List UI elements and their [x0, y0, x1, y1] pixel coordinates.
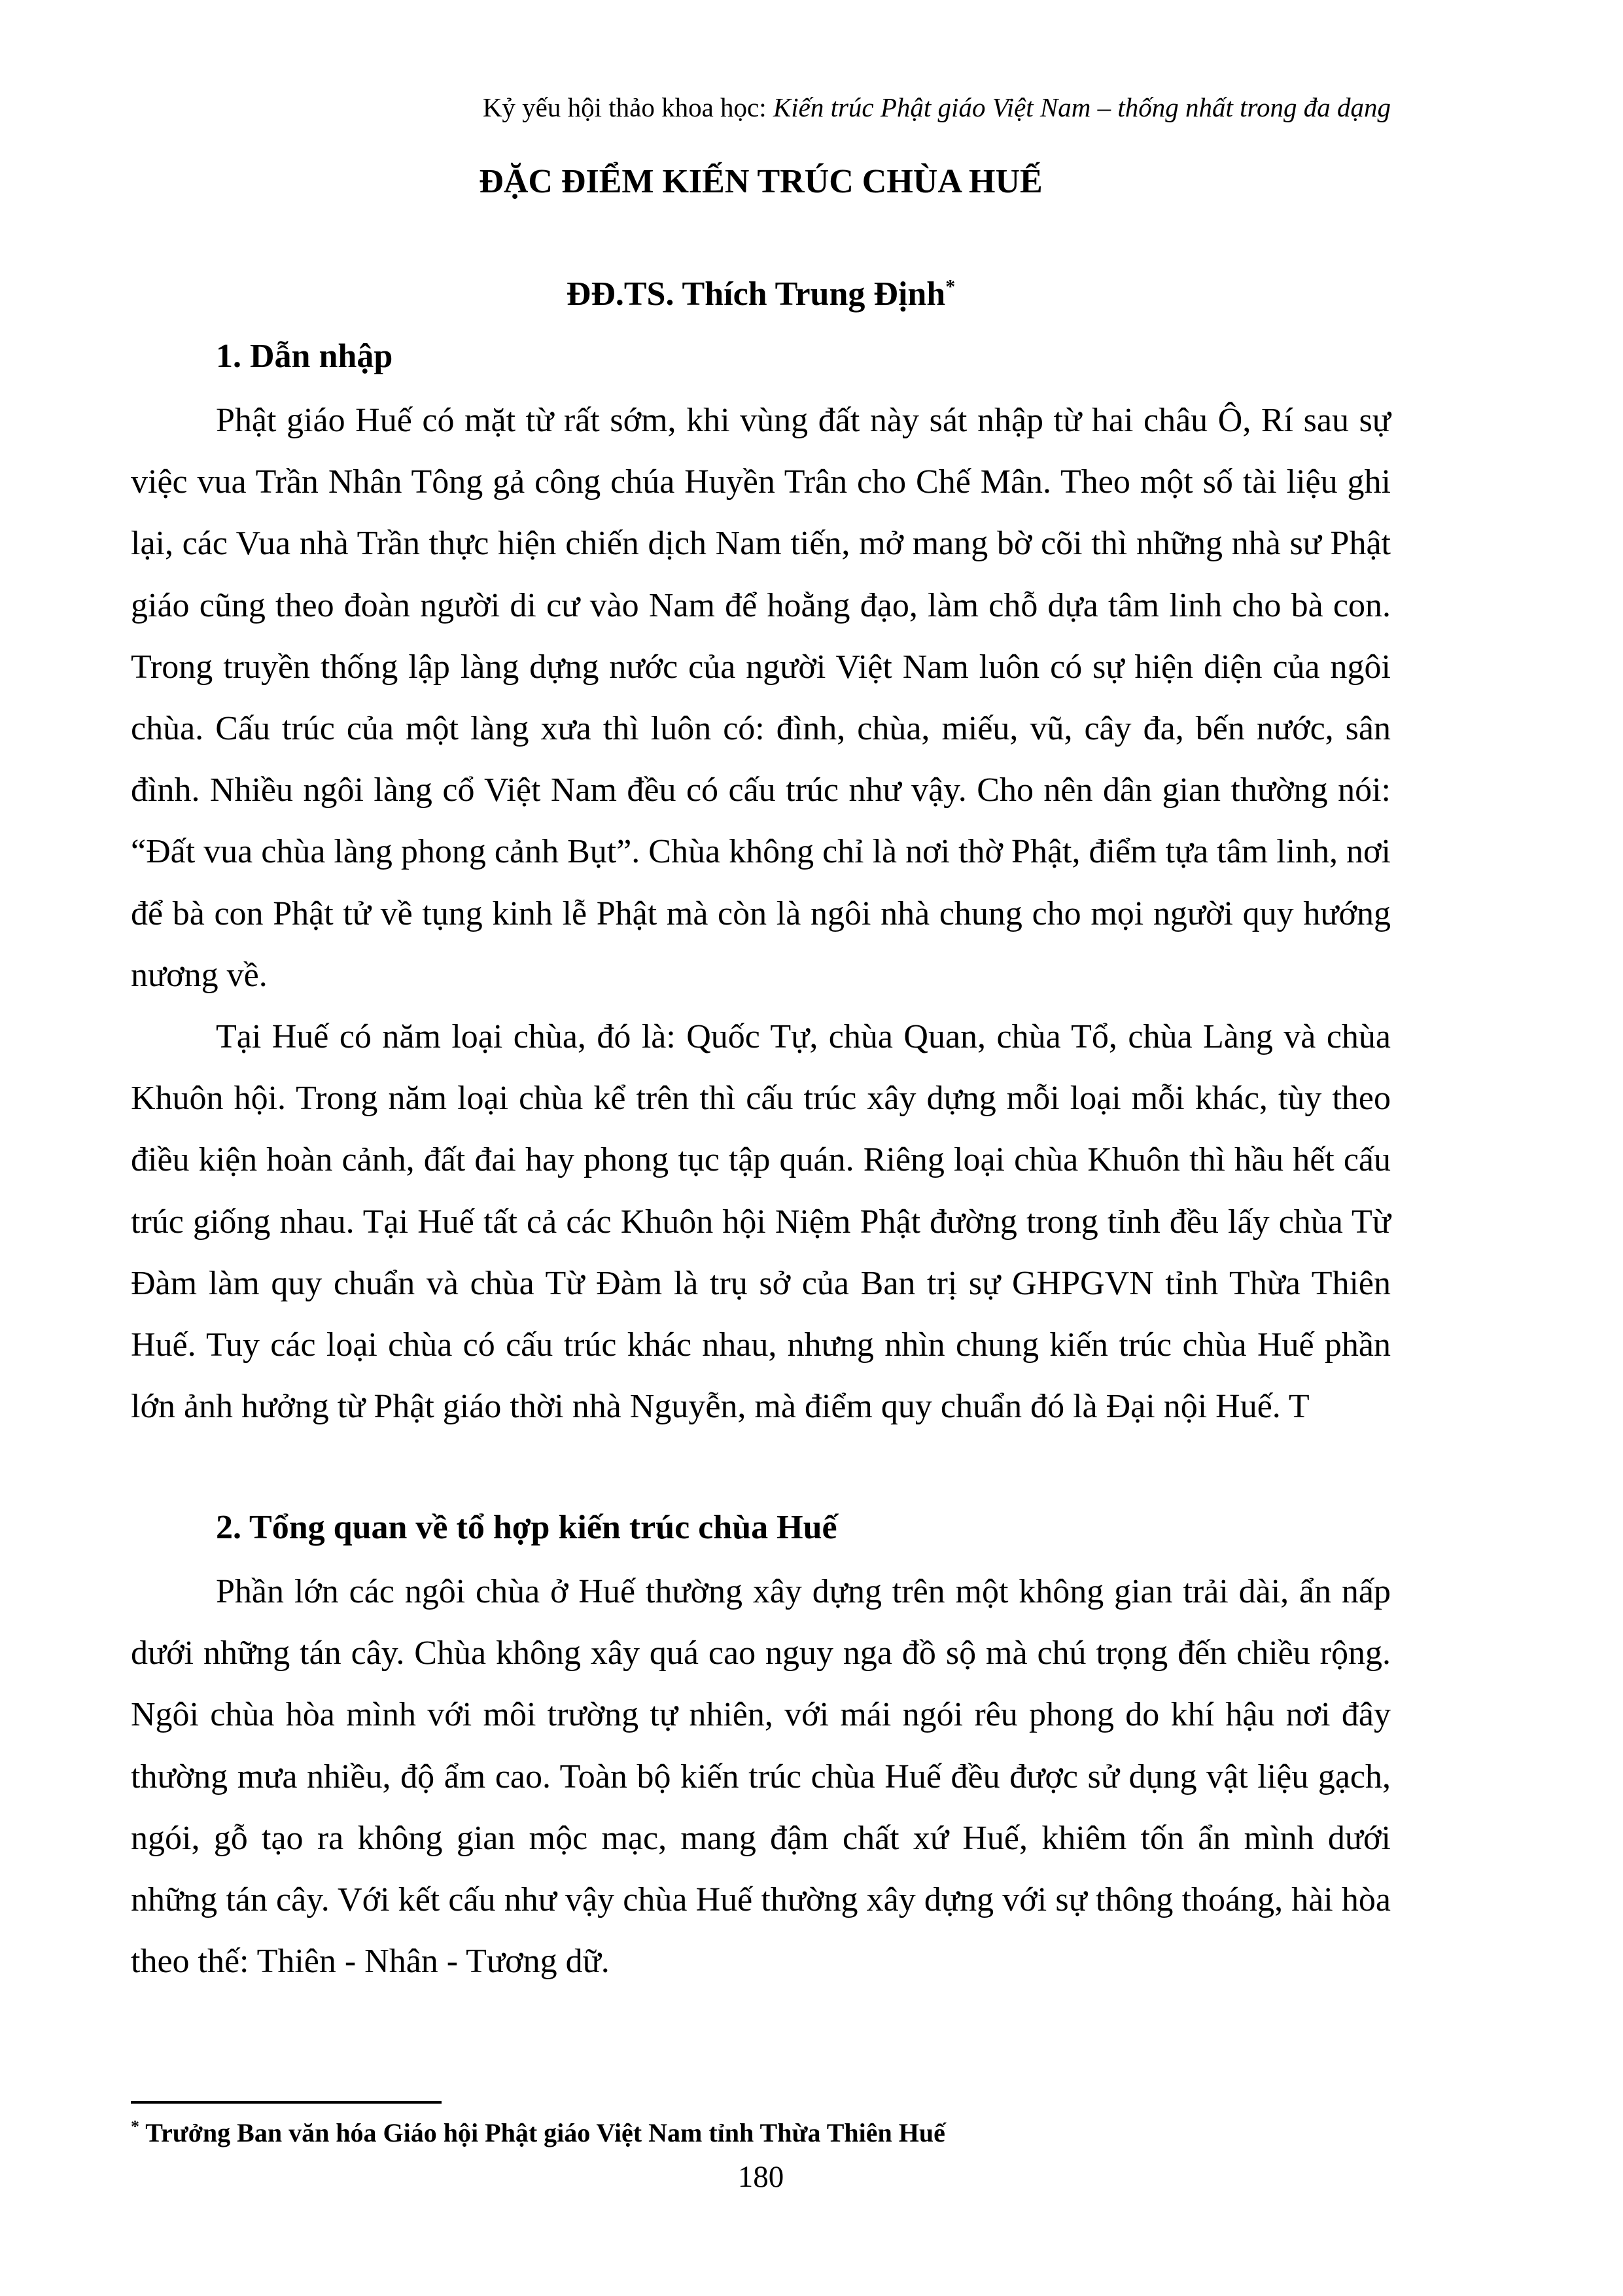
author-footnote-mark[interactable]: * [945, 275, 956, 298]
footnote-separator [131, 2101, 442, 2104]
paragraph-2: Tại Huế có năm loại chùa, đó là: Quốc Tự, chùa Quan, chùa Tổ, chùa Làng và chùa Khuôn hội. Trong năm loại chùa kể trên thì cấu trúc xây dựng mỗi loại mỗi khác, tùy theo điều kiện hoàn cảnh, đất đai hay phong tục tập quán. Riêng loại chùa Khuôn thì hầu hết cấu trúc giống nhau. Tại Huế tất cả các Khuôn hội Niệm Phật đường trong tỉnh đều lấy chùa Từ Đàm làm quy chuẩn và chùa Từ Đàm là trụ sở của Ban trị sự GHPGVN tỉnh Thừa Thiên Huế. Tuy các loại chùa có cấu trúc khác nhau, nhưng nhìn chung kiến trúc chùa Huế phần lớn ảnh hưởng từ Phật giáo thời nhà Nguyễn, mà điểm quy chuẩn đó là Đại nội Huế. T [131, 1018, 1391, 1426]
running-header [483, 92, 1391, 123]
page-title: ĐẶC ĐIỂM KIẾN TRÚC CHÙA HUẾ [479, 163, 1043, 200]
paragraph-3: Phần lớn các ngôi chùa ở Huế thường xây dựng trên một không gian trải dài, ẩn nấp dưới những tán cây. Chùa không xây quá cao nguy nga đồ sộ mà chú trọng đến chiều rộng. Ngôi chùa hòa mình với môi trường tự nhiên, với mái ngói rêu phong do khí hậu nơi đây thường mưa nhiều, độ ẩm cao. Toàn bộ kiến trúc chùa Huế đều được sử dụng vật liệu gạch, ngói, gỗ tạo ra không gian mộc mạc, mang đậm chất xứ Huế, khiêm tốn ẩn mình dưới những tán cây. Với kết cấu như vậy chùa Huế thường xây dựng với sự thông thoáng, hài hòa theo thế: Thiên - Nhân - Tương dữ. [131, 1573, 1391, 1981]
footnote [131, 2117, 945, 2148]
author-name: ĐĐ.TS. Thích Trung Định [566, 275, 946, 313]
footnote-text: Trưởng Ban văn hóa Giáo hội Phật giáo Việt Nam tỉnh Thừa Thiên Huế [139, 2118, 945, 2147]
page-number: 180 [737, 2160, 784, 2194]
paragraph-1: Phật giáo Huế có mặt từ rất sớm, khi vùng đất này sát nhập từ hai châu Ô, Rí sau sự việc vua Trần Nhân Tông gả công chúa Huyền Trân cho Chế Mân. Theo một số tài liệu ghi lại, các Vua nhà Trần thực hiện chiến dịch Nam tiến, mở mang bờ cõi thì những nhà sư Phật giáo cũng theo đoàn người di cư vào Nam để hoằng đạo, làm chỗ dựa tâm linh cho bà con. Trong truyền thống lập làng dựng nước của người Việt Nam luôn có sự hiện diện của ngôi chùa. Cấu trúc của một làng xưa thì luôn có: đình, chùa, miếu, vũ, cây đa, bến nước, sân đình. Nhiều ngôi làng cổ Việt Nam đều có cấu trúc như vậy. Cho nên dân gian thường nói: “Đất vua chùa làng phong cảnh Bụt”. Chùa không chỉ là nơi thờ Phật, điểm tựa tâm linh, nơi để bà con Phật tử về tụng kinh lễ Phật mà còn là ngôi nhà chung cho mọi người quy hướng nương về. [131, 402, 1391, 994]
running-header-prefix: Kỷ yếu hội thảo khoa học: [482, 92, 773, 122]
running-header-italic: Kiến trúc Phật giáo Việt Nam – thống nhất trong đa dạng [773, 92, 1391, 122]
section-heading-2: 2. Tổng quan về tổ hợp kiến trúc chùa Huế [216, 1509, 837, 1546]
author-line [131, 275, 1391, 313]
footnote-mark: * [131, 2117, 139, 2136]
section-heading-1: 1. Dẫn nhập [216, 338, 393, 375]
